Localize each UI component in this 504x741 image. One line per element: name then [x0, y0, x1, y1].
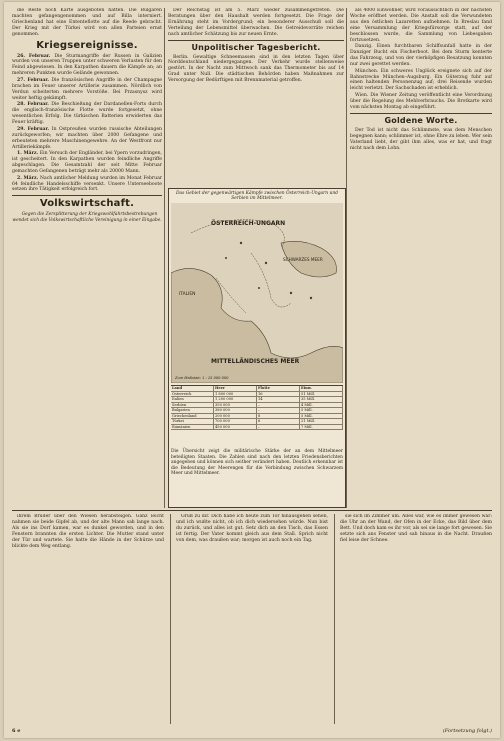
horizontal-divider: [12, 510, 492, 511]
col3-paragraph-3: München. Ein schweres Unglück ereignete sich auf der Bahnstrecke München–Augsburg. Ein Güterzug fuhr auf einen haltenden Personenzug auf; drei Reisende wurden leicht verletzt. Der Sachschaden ist erheblich.: [350, 68, 492, 92]
table-cell: 5 Mill.: [300, 414, 343, 419]
table-cell: –: [257, 408, 300, 413]
table-cell: Bulgarien: [171, 408, 214, 413]
table-cell: 51 Mill.: [300, 392, 343, 397]
war-event-text: Die Sturmangriffe der Russen in Galizien wurden von unseren Truppen unter schweren Verlusten für den Feind abgewiesen. In den Karpathen dauern die Kämpfe an; an mehreren Punkten wurde Gelände gewonnen.: [12, 53, 162, 77]
col3-paragraph-4: Wien. Die Wiener Zeitung veröffentlicht eine Verordnung über die Regelung des Mehlverbrauchs. Die Brotkarte wird vom nächsten Montag ab eingeführt.: [350, 93, 492, 110]
table-cell: Italien: [171, 397, 214, 402]
table-cell: Türkei: [171, 419, 214, 424]
column-divider: [170, 514, 171, 724]
war-event-text: In Ostpreußen wurden russische Abteilungen zurückgeworfen; wir machten über 2000 Gefangene und erbeuteten mehrere Maschinengewehre. An der Westfront nur Artilleriekämpfe.: [12, 126, 162, 150]
table-cell: Land: [171, 386, 214, 391]
daily-report-body: Berlin. Gewaltige Schneemassen sind in den letzten Tagen über Norddeutschland niedergegangen. Der Verkehr wurde stellenweise gestört. In der Nacht zum Mittwoch sank das Thermometer bis auf 14 Grad unter Null. Die städtischen Behörden haben Maßnahmen zur Versorgung der Bedürftigen mit Brennmaterial getroffen.: [168, 54, 344, 84]
table-cell: 14: [257, 397, 300, 402]
table-cell: Flotte: [257, 386, 300, 391]
table-cell: 450 000: [214, 425, 257, 430]
column-divider: [334, 514, 335, 724]
intro-paragraph: die Reste noch Karte ausgeboten hatten. Die Bulgaren machten gefangengenommen und auf Billa interniert. Griechenland hat eine Ententeflotte auf die Reede gebracht. Der Krieg mit der Türkei wird von allen Parteien ernst genommen.: [12, 8, 162, 37]
war-event-date: 1. März.: [17, 151, 40, 157]
story-column-2: [176, 514, 328, 728]
table-cell: 21 Mill.: [300, 419, 343, 424]
story-text-3: sie sich im Zimmer um. Alles war, wie es immer gewesen war: die Uhr an der Wand, der Ofen in der Ecke, das Bild über dem Bett. Und doch kam es ihr vor, als sei sie lange fort gewesen. Sie setzte sich ans Fenster und sah hinaus in die Nacht. Draußen fiel leise der Schnee.: [340, 514, 492, 543]
table-cell: Griechenland: [171, 414, 214, 419]
war-event-entry: [12, 102, 162, 126]
column-divider: [164, 8, 165, 508]
reichstag-paragraph: Der Reichstag ist am 5. März wieder zusammengetreten. Die Beratungen über den Haushalt werden fortgesetzt. Die Frage der Ernährung steht im Vordergrund; ein besonderer Ausschuß soll die Verteilung der Lebensmittel überwachen. Die Getreidevorräte reichen nach amtlicher Schätzung bis zur neuen Ernte.: [168, 8, 344, 37]
table-cell: 35 Mill.: [300, 397, 343, 402]
map-figure: [168, 188, 346, 508]
heading-war-events: Kriegsereignisse.: [36, 39, 138, 51]
strength-table: [171, 385, 343, 448]
serial-story: [12, 514, 492, 728]
war-event-text: Die französischen Angriffe in der Champagne brachen im Feuer unserer Artillerie zusammen. Nördlich von Verdun scheiterten mehrere Vorstöße. Bei Przasnysz wird weiter heftig gekämpft.: [12, 77, 162, 101]
table-cell: 7 Mill.: [300, 425, 343, 430]
war-event-date: 28. Februar.: [17, 102, 52, 108]
war-event-date: 29. Februar.: [17, 126, 52, 132]
golden-words-quote: Der Tod ist nicht das Schlimmste, was dem Menschen begegnen kann; schlimmer ist, ohne Ehre zu leben. Wer sein Vaterland liebt, der gibt ihm alles, was er hat, und fragt nicht nach dem Lohn.: [350, 127, 492, 151]
table-cell: Österreich: [171, 392, 214, 397]
war-event-text: Die Beschießung der Dardanellen-Forts durch die englisch-französische Flotte wurde fortgesetzt, ohne wesentlichen Erfolg. Die türkischen Batterien erwiderten das Feuer kräftig.: [12, 102, 162, 126]
col3-paragraph-2: Danzig. Einen furchtbaren Schiffsunfall hatte in der Danziger Bucht ein Fischerboot. Bei dem Sturm kenterte das Fahrzeug, und von der vierköpfigen Besatzung konnten nur zwei gerettet werden.: [350, 44, 492, 67]
table-cell: 4 Mill.: [300, 403, 343, 408]
war-event-entry: [12, 78, 162, 102]
war-event-text: Nach amtlicher Meldung wurden im Monat Februar 64 feindliche Handelsschiffe versenkt. Unsere Unterseeboote setzen ihre Tätigkeit erfolgreich fort.: [12, 175, 162, 193]
heading-daily-report: Unpolitischer Tagesbericht.: [191, 42, 321, 52]
heading-golden-words: Goldene Worte.: [384, 115, 458, 125]
col3-paragraph-1: als 4000 Einwohner, wird voraussichtlich in der nächsten Woche eröffnet werden. Die Anstalt soll die Verwundeten aus den östlichen Lazaretten aufnehmen. In Breslau fand eine Versammlung der Kriegsfürsorge statt, auf der beschlossen wurde, die Sammlung von Liebesgaben fortzusetzen.: [350, 8, 492, 43]
divider: [350, 113, 492, 114]
war-event-date: 26. Februar.: [17, 53, 55, 59]
continued-note: (Fortsetzung folgt.): [442, 728, 492, 734]
table-cell: 16: [257, 392, 300, 397]
table-cell: 6: [257, 419, 300, 424]
table-row: [171, 425, 343, 431]
table-cell: 1 200 000: [214, 397, 257, 402]
map-label-italy: ITALIEN: [179, 292, 196, 297]
table-cell: 380 000: [214, 408, 257, 413]
economy-subheading: Gegen die Zersplitterung der Kriegswohlfahrtsbestrebungen wendet sich die Volkswirtschaftliche Vereinigung in einer Eingabe.: [12, 212, 162, 224]
newspaper-page: [4, 2, 500, 738]
table-cell: Serbien: [171, 403, 214, 408]
divider: [168, 40, 344, 41]
column-left: [12, 8, 162, 513]
page-footer: [12, 728, 492, 734]
war-event-text: Ein Versuch der Engländer, bei Ypern vorzudringen, ist gescheitert. In den Karpathen wurden feindliche Angriffe abgeschlagen. Die Gesamtzahl der seit Mitte Februar gemachten Gefangenen beträgt mehr als 20000 Mann.: [12, 151, 162, 174]
table-cell: 1 800 000: [214, 392, 257, 397]
map-label-austria: ÖSTERREICH-UNGARN: [211, 220, 286, 227]
table-cell: 200 000: [214, 414, 257, 419]
story-column-3: [340, 514, 492, 728]
war-event-entry: [12, 127, 162, 151]
column-divider: [346, 8, 347, 508]
story-column-1: [12, 514, 164, 728]
heading-economy: Volkswirtschaft.: [39, 198, 135, 210]
war-event-date: 27. Februar.: [17, 77, 52, 83]
map-label-sea: MITTELLÄNDISCHES MEER: [211, 358, 300, 365]
page-mark: 6 e: [12, 728, 21, 734]
table-cell: 350 000: [214, 403, 257, 408]
map-caption: Die Übersicht zeigt die militärische Stärke der an dem Mittelmeer beteiligten Staaten. Die Zahlen sind nach den letzten Friedensberichten angegeben und können sich seither verändert haben. Deutlich erkennbar ist die Bedeutung der Meerengen für die Verbindung zwischen Schwarzem Meer und Mittelmeer.: [171, 449, 343, 477]
map-scale: Zum Maßstab: 1 : 15 000 000: [175, 376, 229, 380]
war-event-entry: [12, 176, 162, 194]
table-cell: 8: [257, 414, 300, 419]
column-right: [350, 8, 492, 513]
table-cell: –: [257, 403, 300, 408]
war-events-list: [12, 54, 162, 194]
map-label-black-sea: SCHWARZES MEER: [283, 257, 323, 262]
war-event-entry: [12, 151, 162, 175]
story-text-2: Gruß zu dir. Dich habe ich heute zum Tor hinausgehen sehen, und ich wußte nicht, ob ich dich wiedersehen würde. Nun bist du zurück, und alles ist gut. Setz dich an den Tisch, das Essen ist fertig. Der Vater kommt gleich aus dem Stall. Sprich nicht von dem, was draußen war; morgen ist auch noch ein Tag.: [176, 514, 328, 543]
map-title: Das Gebiet der gegenwärtigen Kämpfe zwischen Österreich-Ungarn und Serbien im Mittelmeer.: [176, 191, 338, 202]
column-middle: [168, 8, 344, 184]
map-illustration: [171, 203, 343, 383]
story-text-1: ihrem Bruder über den Wiesen herabsteigen. Ganz leicht nahmen sie beide Gipfel ab, und der alte Mann sah lange nach. Als sie ins Dorf kamen, war es dunkel geworden, und in den Fenstern brannten die ersten Lichter. Die Mutter stand unter der Tür und wartete. Sie hatte die Hände in der Schürze und blickte dem Weg entlang.: [12, 514, 164, 549]
table-cell: Heer: [214, 386, 257, 391]
table-cell: Rumänien: [171, 425, 214, 430]
table-cell: –: [257, 425, 300, 430]
table-cell: 5 Mill.: [300, 408, 343, 413]
table-cell: Einw.: [300, 386, 343, 391]
table-cell: 700 000: [214, 419, 257, 424]
war-event-date: 2. März.: [17, 175, 40, 181]
divider: [12, 195, 162, 196]
war-event-entry: [12, 54, 162, 78]
